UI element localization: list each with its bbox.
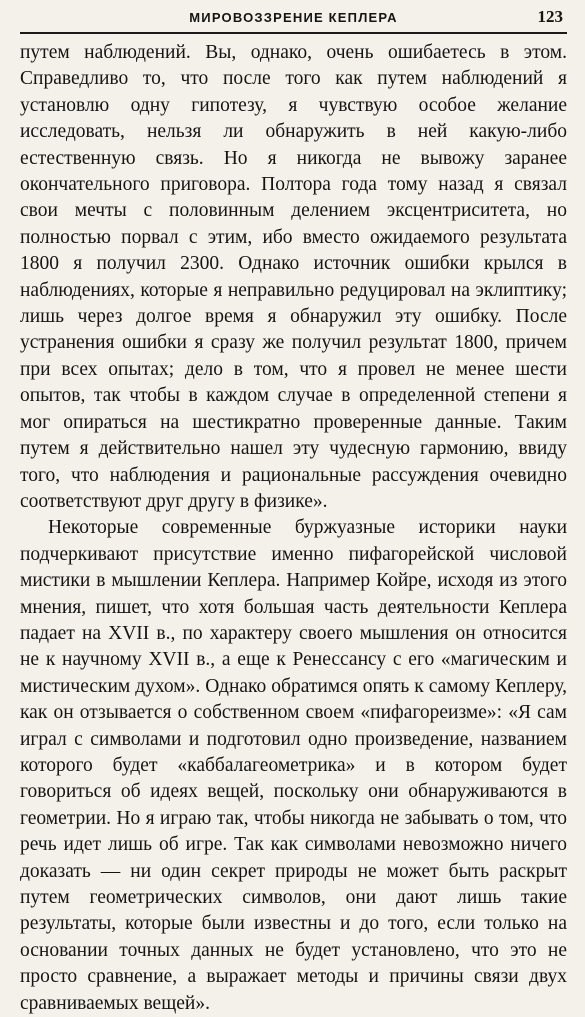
page-header <box>20 6 567 34</box>
paragraph-kepler-pythagoreanism: Некоторые современные буржуазные историки науки подчеркивают присутствие именно пифагорейской числовой мистики в мышлении Кеплера. Например Койре, исходя из этого мнения, пишет, что хотя большая часть деятельности Кеплера падает на XVII в., по характеру своего мышления он относится не к научному XVII в., а еще к Ренессансу с его «магическим и мистическим духом». Однако обратимся опять к самому Кеплеру, как он отзывается о собственном своем «пифагореизме»: «Я сам играл с символами и подготовил одно произведение, названием которого будет «каббалагеометрика» и в котором будет говориться об идеях вещей, поскольку они обнаруживаются в геометрии. Но я играю так, чтобы никогда не забывать о том, что речь идет лишь об игре. Так как символами невозможно ничего доказать — ни один секрет природы не может быть раскрыт путем геометрических символов, они дают лишь такие результаты, которые были известны и до того, если только на основании точных данных не будет установлено, что это не просто сравнение, а выражает методы и причины связи двух сравниваемых вещей». <box>20 517 567 1014</box>
running-head: МИРОВОЗЗРЕНИЕ КЕПЛЕРА <box>189 10 398 25</box>
page-number: 123 <box>537 7 563 26</box>
body-text <box>20 40 567 1017</box>
paragraph-continuation: путем наблюдений. Вы, однако, очень ошибаетесь в этом. Справедливо то, что после того как путем наблюдений я установлю одну гипотезу, я чувствую особое желание исследовать, нельзя ли обнаружить в ней какую-либо естественную связь. Но я никогда не вывожу заранее окончательного приговора. Полтора года тому назад я связал свои мечты с половинным делением эксцентриситета, но полностью порвал с этим, ибо вместо ожидаемого результата 1800 я получил 2300. Однако источник ошибки крылся в наблюдениях, которые я неправильно редуцировал на эклиптику; лишь через долгое время я обнаружил эту ошибку. После устранения ошибки я сразу же получил результат 1800, причем при всех опытах; дело в том, что я провел не менее шести опытов, так чтобы в каждом случае в определенной степени я мог опираться на шестикратно проверенные данные. Таким путем я действительно нашел эту чудесную гармонию, ввиду того, что наблюдения и рациональные рассуждения очевидно соответствуют друг другу в физике». <box>20 42 567 512</box>
